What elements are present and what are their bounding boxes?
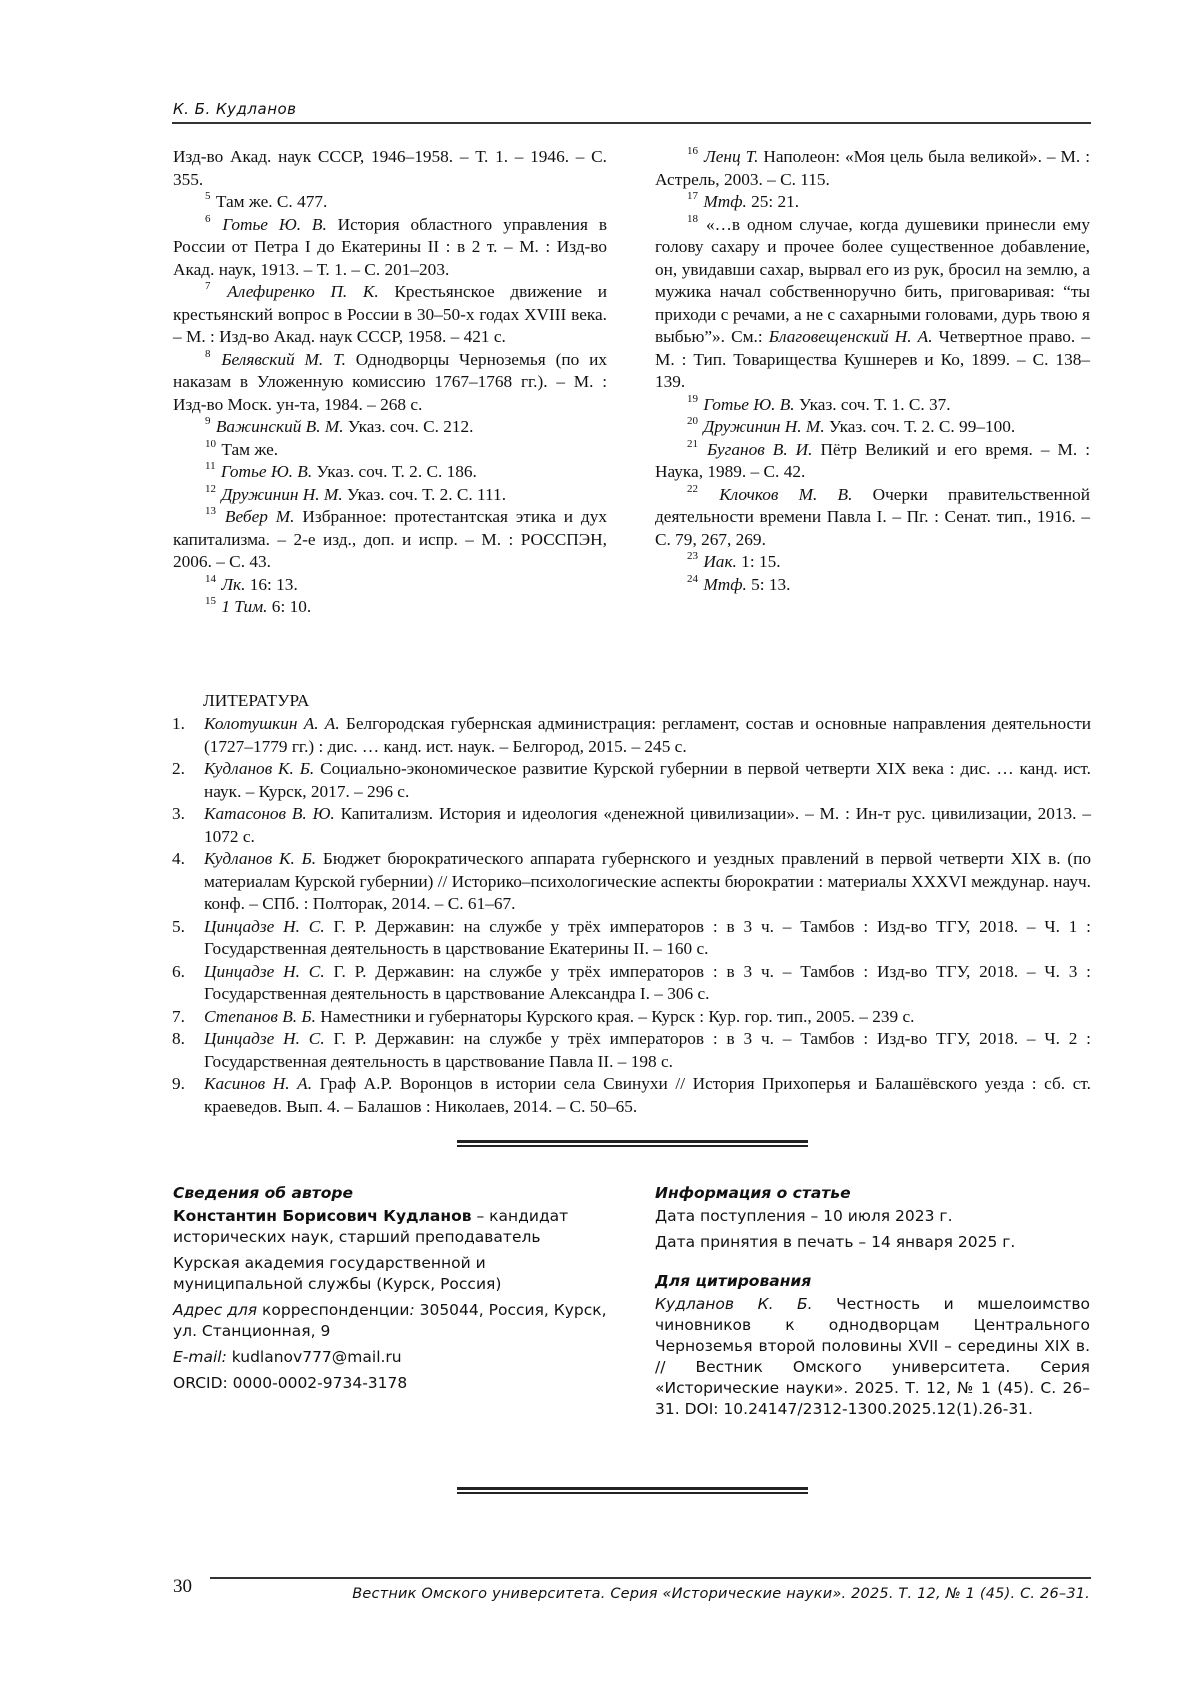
header-rule [172, 122, 1091, 124]
footnote: $^{10}$ Там же. [205, 437, 279, 459]
footnote: $^{11}$ Готье Ю. В. Указ. соч. Т. 2. С. 186. [205, 460, 477, 481]
footnote: $^9$ Важинский В. М. Указ. соч. С. 212. [205, 415, 474, 436]
footnote: $^{14}$ Лк. 16: 13. [205, 572, 298, 594]
footnote: $^{12}$ Дружинин Н. М. Указ. соч. Т. 2. С. 111. [205, 482, 507, 504]
reference-list [172, 713, 1091, 1118]
footnote: $^{18}$ «…в одном случае, когда душевики принесли ему голову сахару и прочее более существенное добавление, он, увидавши сахар, вырвал его из рук, бросил на землю, а мужика начал собственноручно бить, приговаривая: “ты приходи с речами, а не с сахарными головами, дурь твою я выбью”». См.: Благовещенский Н. А. Четвертное право. – М. : Тип. Товарищества Кушнерев и Ко, 1899. – С. 138–139. [655, 212, 1090, 391]
footnote: $^{20}$ Дружинин Н. М. Указ. соч. Т. 2. С. 99–100. [687, 415, 1016, 436]
footnote: $^6$ Готье Ю. В. История областного управления в России от Петра I до Екатерины II : в 2 т. – М. : Изд-во Акад. наук, 1913. – Т. 1. – С. 201–203. [173, 212, 607, 279]
footnote: Изд-во Акад. наук СССР, 1946–1958. – Т. 1. – 1946. – С. 355. [173, 147, 607, 189]
email-link[interactable]: kudlanov777@mail.ru [226, 1348, 402, 1366]
page-number: 30 [173, 1576, 192, 1597]
footnote: $^{16}$ Ленц Т. Наполеон: «Моя цель была великой». – М. : Астрель, 2003. – С. 115. [655, 145, 1090, 189]
section-divider [457, 1487, 808, 1494]
reference-item: 8. Цинцадзе Н. С. Г. Р. Державин: на службе у трёх императоров : в 3 ч. – Тамбов : Изд-во ТГУ, 2018. – Ч. 2 : Государственная деятельность в царствование Павла II. – 198 с. [172, 1029, 1091, 1071]
literature-title: ЛИТЕРАТУРА [203, 691, 310, 710]
author-email: E-mail: kudlanov777@mail.ru [173, 1348, 402, 1366]
author-affiliation: Курская академия государственной и муниципальной службы (Курск, Россия) [173, 1254, 502, 1293]
reference-item: 9. Касинов Н. А. Граф А.Р. Воронцов в истории села Свинухи // История Прихоперья и Балашёвского уезда : сб. ст. краеведов. Вып. 4. – Балашов : Николаев, 2014. – С. 50–65. [172, 1074, 1091, 1116]
footnote: $^{24}$ Мтф. 5: 13. [687, 572, 791, 594]
received-date: Дата поступления – 10 июля 2023 г. [655, 1207, 953, 1225]
footnotes-right-column [655, 146, 1090, 596]
citation-text: Кудланов К. Б. Честность и мшелоимство чиновников к однодворцам Центрального Черноземья второй половины XVII – середины XIX в. // Вестник Омского университета. Серия «Исторические науки». 2025. Т. 12, № 1 (45). С. 26–31. DOI: 10.24147/2312-1300.2025.12(1).26-31. [655, 1295, 1090, 1418]
footnote: $^5$ Там же. С. 477. [205, 190, 328, 211]
reference-item: 1. Колотушкин А. А. Белгородская губернская администрация: регламент, состав и основные направления деятельности (1727–1779 гг.) : дис. … канд. ист. наук. – Белгород, 2015. – 245 с. [172, 714, 1091, 756]
footnote: $^{17}$ Мтф. 25: 21. [687, 190, 800, 211]
author-address: Адрес для корреспонденции: 305044, Россия, Курск, ул. Станционная, 9 [173, 1301, 607, 1340]
footnote: $^{15}$ 1 Тим. 6: 10. [205, 595, 312, 616]
accepted-date: Дата принятия в печать – 14 января 2025 г. [655, 1233, 1016, 1251]
author-orcid: ORCID: 0000-0002-9734-3178 [173, 1374, 408, 1392]
footer-rule [210, 1577, 1091, 1579]
author-info [173, 1183, 618, 1394]
reference-item: 3. Катасонов В. Ю. Капитализм. История и идеология «денежной цивилизации». – М. : Ин-т рус. цивилизации, 2013. – 1072 с. [172, 804, 1091, 846]
footnotes-left-column [173, 146, 607, 619]
reference-item: 2. Кудланов К. Б. Социально-экономическое развитие Курской губернии в первой четверти XIX века : дис. … канд. ист. наук. – Курск, 2017. – 296 с. [172, 759, 1091, 801]
author-info-heading: Сведения об авторе [173, 1184, 354, 1202]
running-head: К. Б. Кудланов [173, 100, 297, 118]
footnote: $^{22}$ Клочков М. В. Очерки правительственной деятельности времени Павла I. – Пг. : Сенат. тип., 1916. – С. 79, 267, 269. [655, 482, 1090, 549]
footnote: $^{13}$ Вебер М. Избранное: протестантская этика и дух капитализма. – 2-е изд., доп. и испр. – М. : РОССПЭН, 2006. – С. 43. [173, 505, 607, 571]
reference-item: 6. Цинцадзе Н. С. Г. Р. Державин: на службе у трёх императоров : в 3 ч. – Тамбов : Изд-во ТГУ, 2018. – Ч. 3 : Государственная деятельность в царствование Александра I. – 306 с. [172, 961, 1091, 1003]
reference-item: 5. Цинцадзе Н. С. Г. Р. Державин: на службе у трёх императоров : в 3 ч. – Тамбов : Изд-во ТГУ, 2018. – Ч. 1 : Государственная деятельность в царствование Екатерины II. – 160 с. [172, 916, 1091, 958]
section-divider [457, 1140, 808, 1147]
reference-item: 4. Кудланов К. Б. Бюджет бюрократического аппарата губернского и уездных правлений в первой четверти XIX в. (по материалам Курской губернии) // Историко–психологические аспекты бюрократии : материалы XXXVI междунар. науч. конф. – СПб. : Полторак, 2014. – С. 61–67. [172, 849, 1091, 913]
reference-item: 7. Степанов В. Б. Наместники и губернаторы Курского края. – Курск : Кур. гор. тип., 2005. – 239 с. [172, 1006, 915, 1026]
article-info [655, 1183, 1090, 1420]
author-name-line: Константин Борисович Кудланов – кандидат исторических наук, старший преподаватель [173, 1207, 569, 1246]
footnote: $^{19}$ Готье Ю. В. Указ. соч. Т. 1. С. 37. [687, 392, 951, 414]
journal-footer: Вестник Омского университета. Серия «Исторические науки». 2025. Т. 12, № 1 (45). С. 26–31. [352, 1586, 1090, 1602]
citation-heading: Для цитирования [655, 1272, 812, 1290]
article-info-heading: Информация о статье [655, 1184, 851, 1202]
footnote: $^8$ Белявский М. Т. Однодворцы Черноземья (по их наказам в Уложенную комиссию 1767–1768 гг.). – М. : Изд-во Моск. ун-та, 1984. – 268 с. [173, 347, 607, 414]
footnote: $^7$ Алефиренко П. К. Крестьянское движение и крестьянский вопрос в России в 30–50-х годах XVIII века. – М. : Изд-во Акад. наук СССР, 1958. – 421 с. [173, 280, 607, 346]
footnote: $^{23}$ Иак. 1: 15. [687, 550, 781, 571]
footnote: $^{21}$ Буганов В. И. Пётр Великий и его время. – М. : Наука, 1989. – С. 42. [655, 437, 1090, 481]
